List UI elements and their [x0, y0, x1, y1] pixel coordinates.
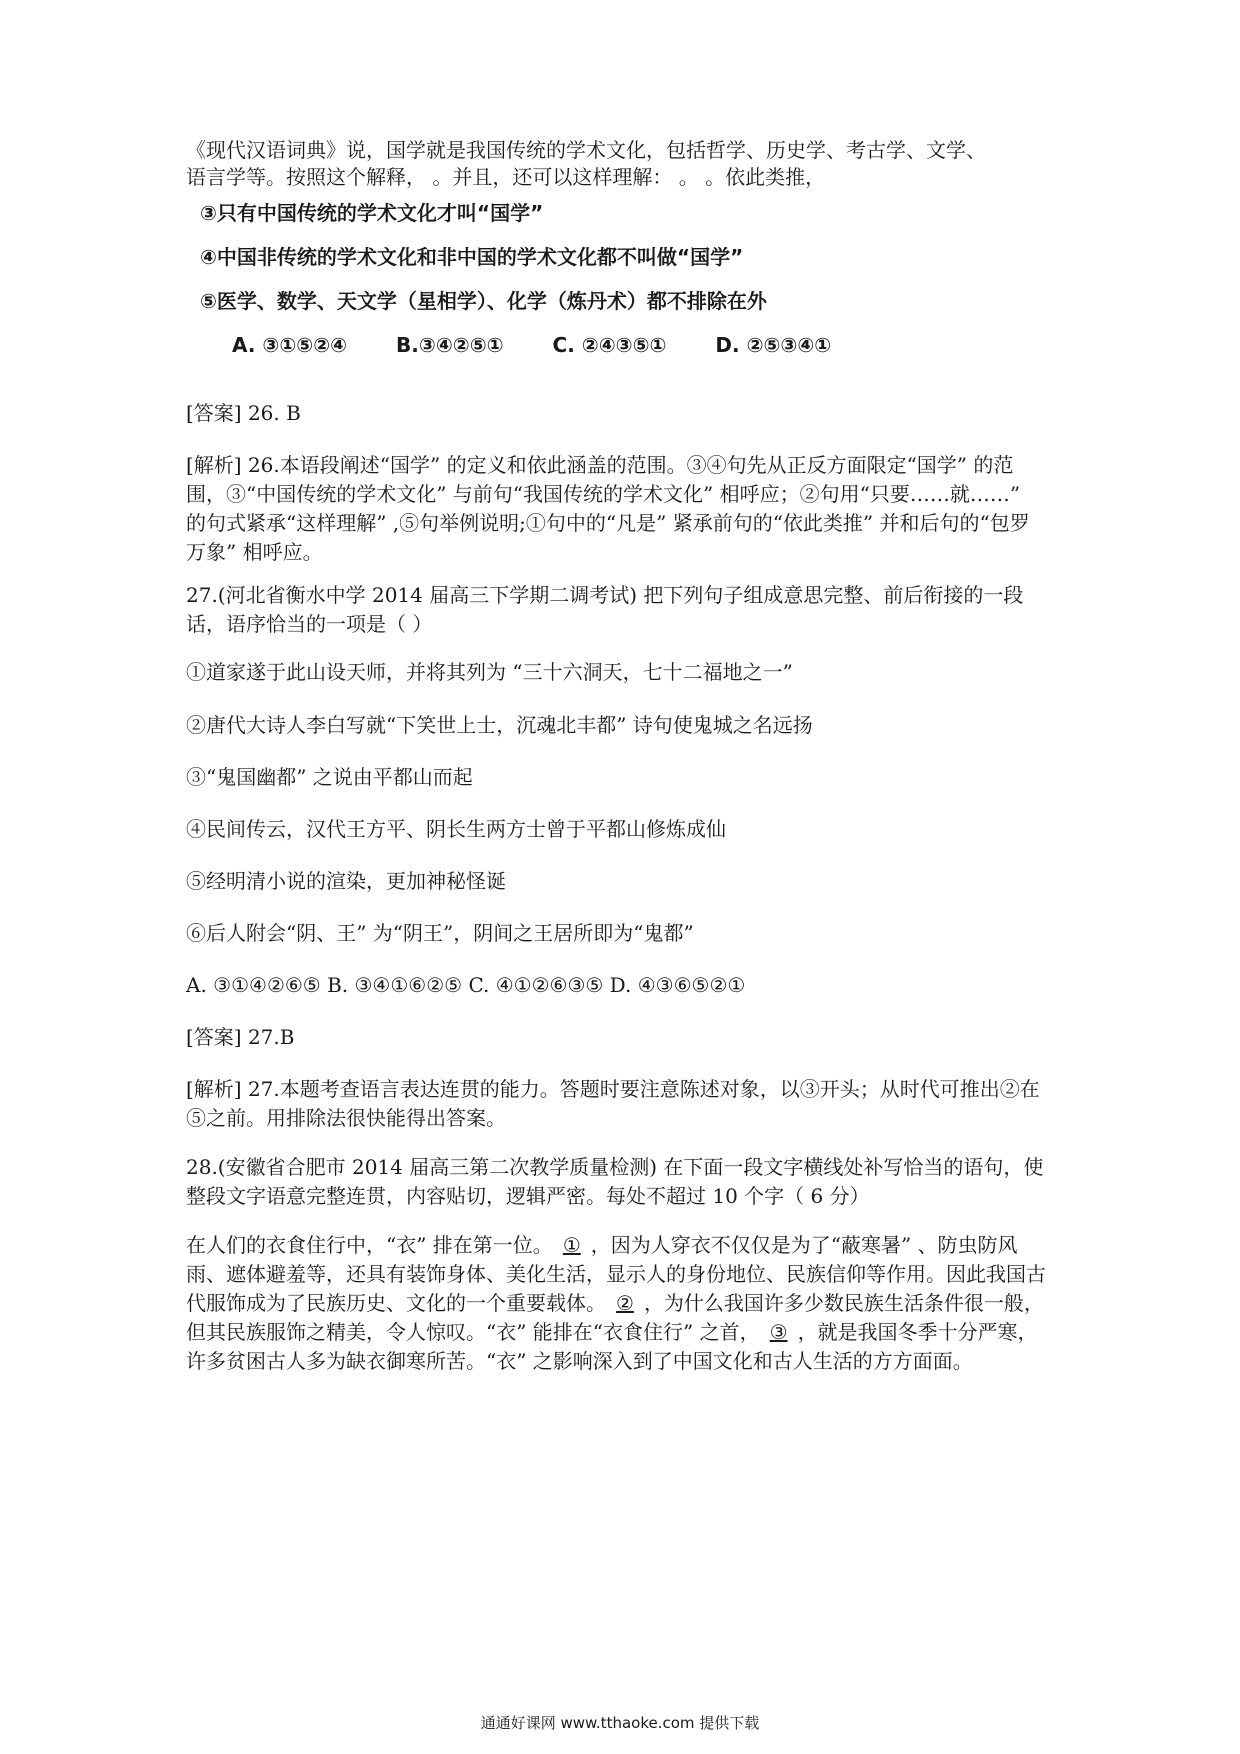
- q28-passage-part3: ，为什么我国许多少数民族生活条件很一般，但其民族服饰之精美，令人惊叹。“衣” 能排在“衣食住行” 之首，: [186, 1291, 1044, 1344]
- q26-intro-line1: 《现代汉语词典》说，国学就是我国传统的学术文化，包括哲学、历史学、考古学、文学、: [186, 138, 986, 162]
- q26-sentence-5: ⑤医学、数学、天文学（星相学）、化学（炼丹术）都不排除在外: [200, 289, 767, 313]
- q26-option-d: D. ②⑤③④①: [715, 333, 832, 357]
- q27-sentence-3: ③“鬼国幽都” 之说由平都山而起: [186, 765, 473, 789]
- q26-sentence-4: ④中国非传统的学术文化和非中国的学术文化都不叫做“国学”: [200, 245, 744, 269]
- q27-stem: 27.(河北省衡水中学 2014 届高三下学期二调考试) 把下列句子组成意思完整、前后衔接的一段话，语序恰当的一项是（ ）: [186, 583, 1024, 636]
- q27-sentence-5: ⑤经明清小说的渲染，更加神秘怪诞: [186, 869, 506, 893]
- q28-blank-3: ③: [769, 1320, 788, 1344]
- q27-analysis: [解析] 27.本题考查语言表达连贯的能力。答题时要注意陈述对象，以③开头；从时代可推出②在⑤之前。用排除法很快能得出答案。: [186, 1077, 1040, 1130]
- page-footer: 通通好课网 www.tthaoke.com 提供下载: [480, 1714, 760, 1732]
- q26-sentence-3: ③只有中国传统的学术文化才叫“国学”: [200, 201, 544, 225]
- q26-option-c: C. ②④③⑤①: [552, 333, 667, 357]
- q26-option-b: B.③④②⑤①: [396, 333, 504, 357]
- q26-options: [232, 331, 873, 360]
- q26-intro-line2: 语言学等。按照这个解释， 。并且，还可以这样理解： 。 。依此类推，: [186, 165, 826, 189]
- q27-sentence-4: ④民间传云，汉代王方平、阴长生两方士曾于平都山修炼成仙: [186, 817, 726, 841]
- q28-blank-1: ①: [562, 1233, 581, 1257]
- q28-passage: [186, 1231, 1046, 1376]
- q26-option-a: A. ③①⑤②④: [232, 333, 348, 357]
- q28-passage-part2: ，因为人穿衣不仅仅是为了“蔽寒暑” 、防虫防风雨、遮体避羞等，还具有装饰身体、美化生活，显示人的身份地位、民族信仰等作用。因此我国古代服饰成为了民族历史、文化的一个重要载体。: [186, 1233, 1046, 1315]
- q28-stem: 28.(安徽省合肥市 2014 届高三第二次教学质量检测) 在下面一段文字横线处补写恰当的语句，使整段文字语意完整连贯，内容贴切，逻辑严密。每处不超过 10 个字（ 6 分）: [186, 1155, 1044, 1208]
- q28-blank-2: ②: [616, 1291, 634, 1315]
- q27-sentence-2: ②唐代大诗人李白写就“下笑世上士，沉魂北丰都” 诗句使鬼城之名远扬: [186, 713, 813, 737]
- q27-options: A. ③①④②⑥⑤ B. ③④①⑥②⑤ C. ④①②⑥③⑤ D. ④③⑥⑤②①: [186, 973, 746, 997]
- q27-sentence-6: ⑥后人附会“阴、王” 为“阴王”，阴间之王居所即为“鬼都”: [186, 921, 694, 945]
- q26-answer: [答案] 26. B: [186, 401, 301, 425]
- q28-passage-part4: ，就是我国冬季十分严寒，许多贫困古人多为缺衣御寒所苦。“衣” 之影响深入到了中国文化和古人生活的方方面面。: [186, 1320, 1038, 1373]
- q26-analysis: [解析] 26.本语段阐述“国学” 的定义和依此涵盖的范围。③④句先从正反方面限定“国学” 的范围，③“中国传统的学术文化” 与前句“我国传统的学术文化” 相呼应；②句用“只要……就……” 的句式紧承“这样理解” ,⑤句举例说明;①句中的“凡是” 紧承前句的“依此类推” 并和后句的“包罗万象” 相呼应。: [186, 453, 1030, 564]
- q27-answer: [答案] 27.B: [186, 1025, 295, 1049]
- q28-passage-part1: 在人们的衣食住行中，“衣” 排在第一位。: [186, 1233, 553, 1257]
- q27-sentence-1: ①道家遂于此山设天师，并将其列为 “三十六洞天，七十二福地之一”: [186, 660, 793, 684]
